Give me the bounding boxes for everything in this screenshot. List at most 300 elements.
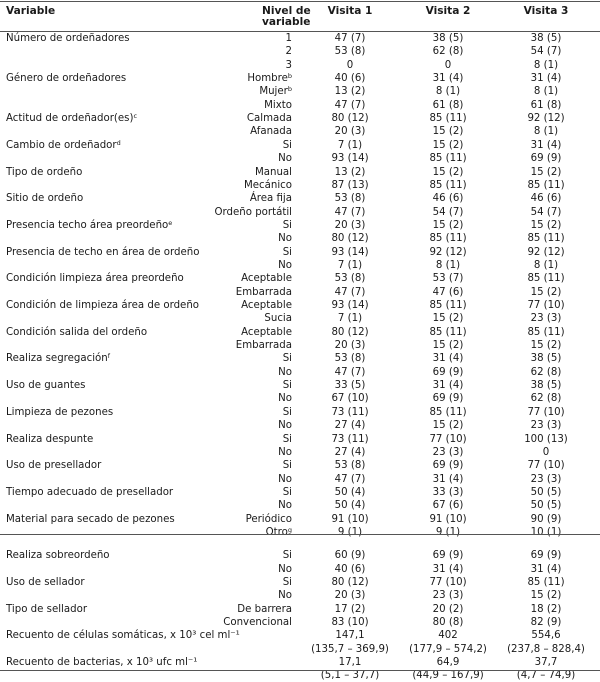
cell-visita-3-text: 15 (2) bbox=[530, 590, 562, 602]
cell-visita-1 bbox=[310, 327, 390, 339]
cell-variable bbox=[6, 407, 113, 419]
cell-visita-3 bbox=[504, 353, 588, 365]
cell-visita-3-text: 92 (12) bbox=[527, 113, 565, 125]
cell-level-text: Si bbox=[282, 380, 292, 392]
cell-level bbox=[190, 126, 292, 138]
table-top-rule bbox=[0, 1, 600, 2]
cell-level-text: Aceptable bbox=[241, 273, 292, 285]
cell-visita-3 bbox=[504, 340, 588, 352]
table-row bbox=[0, 313, 600, 325]
cell-visita-1-text: 20 (3) bbox=[334, 126, 366, 138]
cell-visita-3-text: 92 (12) bbox=[527, 246, 565, 258]
cell-visita-3-text: 85 (11) bbox=[527, 577, 565, 588]
cell-visita-3 bbox=[504, 514, 588, 526]
cell-variable bbox=[6, 514, 175, 526]
cell-level bbox=[190, 233, 292, 245]
cell-visita-2-text: 33 (3) bbox=[432, 486, 464, 498]
cell-level-text: Afanada bbox=[250, 126, 292, 138]
cell-visita-1 bbox=[310, 46, 390, 58]
cell-visita-3-text: 46 (6) bbox=[530, 193, 562, 205]
cell-level-text: No bbox=[278, 153, 292, 165]
cell-visita-2-text: 69 (9) bbox=[432, 393, 464, 405]
cell-visita-1 bbox=[310, 340, 390, 352]
cell-visita-1 bbox=[310, 527, 390, 539]
cell-visita-1 bbox=[310, 180, 390, 192]
header-nivel-line2: variable bbox=[262, 16, 311, 28]
cell-variable bbox=[6, 550, 110, 562]
cell-visita-2 bbox=[408, 644, 488, 656]
cell-visita-2-text: 15 (2) bbox=[432, 139, 464, 151]
cell-visita-2-text: 69 (9) bbox=[432, 366, 464, 378]
cell-level bbox=[190, 590, 292, 602]
cell-level bbox=[190, 153, 292, 165]
cell-visita-3-text: 77 (10) bbox=[527, 460, 565, 472]
cell-visita-1 bbox=[310, 73, 390, 85]
cell-visita-3 bbox=[504, 113, 588, 125]
cell-visita-1 bbox=[310, 460, 390, 472]
cell-level bbox=[190, 527, 292, 539]
header-bottom-rule bbox=[0, 31, 600, 32]
cell-level bbox=[190, 167, 292, 179]
cell-visita-1-text: 13 (2) bbox=[334, 86, 366, 98]
cell-visita-2 bbox=[408, 670, 488, 682]
cell-level-text: Sucia bbox=[264, 313, 292, 325]
cell-visita-3-text: 62 (8) bbox=[530, 366, 562, 378]
cell-level-text: No bbox=[278, 366, 292, 378]
cell-variable bbox=[6, 604, 87, 616]
cell-visita-3-text: 38 (5) bbox=[530, 33, 562, 44]
footnote-marker: b bbox=[287, 85, 292, 94]
cell-visita-1-text: 47 (7) bbox=[334, 33, 366, 44]
cell-visita-1-text: 47 (7) bbox=[334, 206, 366, 218]
cell-variable bbox=[6, 434, 93, 446]
cell-visita-3-text: 23 (3) bbox=[530, 313, 562, 325]
cell-visita-2 bbox=[408, 193, 488, 205]
cell-visita-1-text: 73 (11) bbox=[331, 433, 369, 445]
cell-level bbox=[190, 46, 292, 58]
cell-variable bbox=[6, 630, 240, 642]
cell-visita-2 bbox=[408, 527, 488, 539]
cell-visita-1-text: 53 (8) bbox=[334, 353, 366, 365]
table-row bbox=[0, 564, 600, 576]
cell-level bbox=[190, 604, 292, 616]
cell-visita-3-text: 15 (2) bbox=[530, 166, 562, 178]
cell-level-text: Otro bbox=[265, 526, 288, 538]
cell-visita-3 bbox=[504, 153, 588, 165]
cell-level-text: No bbox=[278, 420, 292, 432]
cell-visita-2-text: 92 (12) bbox=[429, 246, 467, 258]
table-row bbox=[0, 407, 600, 419]
cell-visita-2 bbox=[408, 113, 488, 125]
cell-level bbox=[190, 474, 292, 486]
cell-visita-3 bbox=[504, 564, 588, 576]
cell-variable bbox=[6, 73, 126, 85]
cell-visita-3-text: 0 bbox=[542, 446, 550, 458]
cell-visita-2 bbox=[408, 273, 488, 285]
header-variable: Variable bbox=[6, 5, 56, 17]
cell-level bbox=[190, 180, 292, 192]
cell-visita-2-text: 0 bbox=[444, 59, 452, 71]
table-row bbox=[0, 500, 600, 512]
cell-visita-3-text: 15 (2) bbox=[530, 219, 562, 231]
cell-visita-1 bbox=[310, 100, 390, 112]
cell-level-text: Mixto bbox=[264, 99, 292, 111]
cell-visita-1-text: 7 (1) bbox=[337, 313, 363, 325]
cell-visita-3 bbox=[504, 630, 588, 642]
cell-variable bbox=[6, 193, 83, 205]
cell-visita-1 bbox=[310, 420, 390, 432]
cell-visita-2-text: 31 (4) bbox=[432, 473, 464, 485]
table-row bbox=[0, 367, 600, 379]
cell-visita-1-text: 27 (4) bbox=[334, 446, 366, 458]
cell-visita-3-text: 82 (9) bbox=[530, 617, 562, 629]
cell-visita-1-text: 80 (12) bbox=[331, 326, 369, 338]
cell-visita-3-text: 18 (2) bbox=[530, 603, 562, 615]
cell-visita-1 bbox=[310, 287, 390, 299]
cell-variable bbox=[6, 247, 199, 259]
cell-level-text: Si bbox=[282, 246, 292, 258]
cell-visita-3-text: 85 (11) bbox=[527, 179, 565, 191]
table-row bbox=[0, 474, 600, 486]
cell-visita-2 bbox=[408, 420, 488, 432]
cell-variable-text: Presencia techo área preordeño bbox=[6, 219, 169, 231]
cell-visita-2-text: 46 (6) bbox=[432, 193, 464, 205]
cell-visita-3 bbox=[504, 247, 588, 259]
cell-level-text: Aceptable bbox=[241, 326, 292, 338]
table-row bbox=[0, 340, 600, 352]
cell-visita-1-text: 40 (6) bbox=[334, 73, 366, 85]
cell-visita-2-text: 20 (2) bbox=[432, 603, 464, 615]
table-row bbox=[0, 126, 600, 138]
cell-visita-3 bbox=[504, 487, 588, 499]
header-visita-3: Visita 3 bbox=[523, 5, 569, 17]
cell-visita-2-text: 15 (2) bbox=[432, 219, 464, 231]
cell-level bbox=[190, 447, 292, 459]
cell-visita-3-text: 37,7 bbox=[534, 657, 558, 669]
table-row bbox=[0, 287, 600, 299]
cell-visita-3-text: 8 (1) bbox=[533, 59, 559, 71]
table-row bbox=[0, 220, 600, 232]
cell-visita-2-text: 61 (8) bbox=[432, 99, 464, 111]
cell-visita-2 bbox=[408, 300, 488, 312]
cell-visita-2-text: 31 (4) bbox=[432, 380, 464, 392]
table-bottom-rule bbox=[0, 670, 600, 671]
cell-visita-1 bbox=[310, 113, 390, 125]
cell-visita-3 bbox=[504, 33, 588, 45]
cell-visita-1-text: 60 (9) bbox=[334, 550, 366, 562]
cell-variable-text: Género de ordeñadores bbox=[6, 73, 127, 85]
table-row bbox=[0, 434, 600, 446]
cell-visita-1-text: 67 (10) bbox=[331, 393, 369, 405]
cell-level bbox=[190, 33, 292, 45]
table-row bbox=[0, 630, 600, 642]
cell-visita-1 bbox=[310, 500, 390, 512]
cell-visita-2-text: 31 (4) bbox=[432, 73, 464, 85]
cell-visita-3-text: 85 (11) bbox=[527, 233, 565, 245]
cell-visita-2 bbox=[408, 604, 488, 616]
cell-visita-2 bbox=[408, 73, 488, 85]
cell-visita-2 bbox=[408, 590, 488, 602]
cell-visita-2-text: (44,9 – 167,9) bbox=[412, 670, 484, 682]
cell-visita-1-text: 50 (4) bbox=[334, 486, 366, 498]
cell-visita-2-text: 85 (11) bbox=[429, 233, 467, 245]
cell-visita-2 bbox=[408, 617, 488, 629]
cell-visita-2-text: 85 (11) bbox=[429, 406, 467, 418]
table-row bbox=[0, 420, 600, 432]
cell-level bbox=[190, 353, 292, 365]
cell-visita-1-text: 20 (3) bbox=[334, 340, 366, 352]
cell-visita-3-text: 61 (8) bbox=[530, 99, 562, 111]
cell-visita-2 bbox=[408, 313, 488, 325]
cell-level bbox=[190, 287, 292, 299]
cell-visita-1-text: 91 (10) bbox=[331, 513, 369, 525]
cell-visita-2 bbox=[408, 180, 488, 192]
cell-visita-1 bbox=[310, 564, 390, 576]
footnote-marker: d bbox=[116, 138, 121, 147]
cell-level-text: No bbox=[278, 563, 292, 575]
cell-visita-3 bbox=[504, 300, 588, 312]
cell-visita-3 bbox=[504, 126, 588, 138]
cell-level-text: Si bbox=[282, 550, 292, 562]
cell-level-text: Si bbox=[282, 406, 292, 418]
cell-visita-1-text: 7 (1) bbox=[337, 139, 363, 151]
cell-visita-3-text: 15 (2) bbox=[530, 286, 562, 298]
cell-visita-1-text: 13 (2) bbox=[334, 166, 366, 178]
cell-visita-3-text: 8 (1) bbox=[533, 259, 559, 271]
table-row bbox=[0, 113, 600, 125]
footnote-marker: b bbox=[287, 72, 292, 81]
cell-visita-1 bbox=[310, 273, 390, 285]
cell-level bbox=[190, 327, 292, 339]
cell-visita-1-text: 17,1 bbox=[338, 657, 362, 669]
cell-variable-text: Material para secado de pezones bbox=[6, 513, 175, 525]
cell-level bbox=[190, 260, 292, 272]
cell-visita-1 bbox=[310, 514, 390, 526]
cell-level bbox=[190, 193, 292, 205]
cell-level bbox=[190, 487, 292, 499]
cell-visita-3-text: 85 (11) bbox=[527, 326, 565, 338]
cell-visita-1-text: 53 (8) bbox=[334, 46, 366, 58]
cell-visita-1-text: 20 (3) bbox=[334, 219, 366, 231]
cell-visita-1-text: 50 (4) bbox=[334, 500, 366, 512]
cell-visita-2-text: 62 (8) bbox=[432, 46, 464, 58]
cell-visita-3 bbox=[504, 260, 588, 272]
cell-visita-1-text: 93 (14) bbox=[331, 300, 369, 311]
cell-level-text: Manual bbox=[254, 166, 292, 178]
cell-level bbox=[190, 617, 292, 629]
table-row bbox=[0, 260, 600, 272]
cell-visita-3-text: 31 (4) bbox=[530, 563, 562, 575]
cell-visita-2-text: 67 (6) bbox=[432, 500, 464, 512]
cell-visita-2-text: 54 (7) bbox=[432, 206, 464, 218]
cell-visita-3 bbox=[504, 367, 588, 379]
cell-visita-2-text: 31 (4) bbox=[432, 353, 464, 365]
cell-visita-2-text: 69 (9) bbox=[432, 550, 464, 562]
cell-visita-1 bbox=[310, 140, 390, 152]
table-row bbox=[0, 353, 600, 365]
cell-visita-2 bbox=[408, 167, 488, 179]
cell-visita-2-text: 91 (10) bbox=[429, 513, 467, 525]
cell-level bbox=[190, 73, 292, 85]
cell-level-text: No bbox=[278, 590, 292, 602]
cell-visita-1-text: 83 (10) bbox=[331, 617, 369, 629]
cell-level-text: 3 bbox=[285, 59, 292, 71]
table-row bbox=[0, 60, 600, 72]
cell-visita-2 bbox=[408, 447, 488, 459]
cell-visita-2 bbox=[408, 247, 488, 259]
cell-variable-text: Uso de sellador bbox=[6, 577, 85, 588]
cell-visita-3 bbox=[504, 327, 588, 339]
cell-visita-1 bbox=[310, 393, 390, 405]
cell-variable bbox=[6, 353, 110, 365]
cell-variable bbox=[6, 140, 121, 152]
cell-variable-text: Uso de presellador bbox=[6, 460, 102, 472]
cell-level-text: Hombre bbox=[247, 73, 288, 85]
table-row bbox=[0, 46, 600, 58]
table-row bbox=[0, 180, 600, 192]
cell-visita-1-text: 73 (11) bbox=[331, 406, 369, 418]
cell-visita-3 bbox=[504, 474, 588, 486]
cell-level-text: Embarrada bbox=[235, 286, 292, 298]
cell-level-text: Área fija bbox=[249, 193, 292, 205]
cell-level bbox=[190, 407, 292, 419]
cell-visita-3 bbox=[504, 140, 588, 152]
cell-visita-3 bbox=[504, 207, 588, 219]
cell-visita-1-text: 33 (5) bbox=[334, 380, 366, 392]
cell-variable-text: Recuento de bacterias, x 10³ ufc ml⁻¹ bbox=[6, 657, 198, 669]
cell-level-text: Si bbox=[282, 460, 292, 472]
cell-visita-1-text: 0 bbox=[346, 59, 354, 71]
cell-level-text: Si bbox=[282, 139, 292, 151]
cell-visita-2 bbox=[408, 287, 488, 299]
footnote-marker: c bbox=[133, 112, 138, 121]
cell-visita-2-text: 77 (10) bbox=[429, 577, 467, 588]
cell-visita-1 bbox=[310, 380, 390, 392]
cell-visita-1-text: 53 (8) bbox=[334, 193, 366, 205]
cell-level-text: Calmada bbox=[246, 113, 292, 125]
cell-visita-2 bbox=[408, 487, 488, 499]
cell-visita-3-text: 54 (7) bbox=[530, 46, 562, 58]
cell-visita-3-text: 77 (10) bbox=[527, 406, 565, 418]
cell-visita-3 bbox=[504, 60, 588, 72]
cell-visita-3 bbox=[504, 447, 588, 459]
cell-level bbox=[190, 220, 292, 232]
cell-visita-3 bbox=[504, 233, 588, 245]
cell-variable bbox=[6, 220, 172, 232]
cell-visita-1-text: 27 (4) bbox=[334, 420, 366, 432]
cell-visita-1-text: 93 (14) bbox=[331, 246, 369, 258]
cell-visita-1 bbox=[310, 126, 390, 138]
cell-variable-text: Presencia de techo en área de ordeño bbox=[6, 246, 200, 258]
header-visita-2: Visita 2 bbox=[425, 5, 471, 17]
cell-visita-2-text: 69 (9) bbox=[432, 460, 464, 472]
table-row bbox=[0, 447, 600, 459]
cell-visita-1 bbox=[310, 233, 390, 245]
cell-visita-3-text: 50 (5) bbox=[530, 500, 562, 512]
cell-visita-3-text: 15 (2) bbox=[530, 340, 562, 352]
cell-visita-3-text: 62 (8) bbox=[530, 393, 562, 405]
cell-visita-2-text: (177,9 – 574,2) bbox=[409, 643, 487, 655]
cell-visita-1 bbox=[310, 657, 390, 669]
table-row bbox=[0, 380, 600, 392]
cell-variable bbox=[6, 273, 184, 285]
cell-visita-3-text: 85 (11) bbox=[527, 273, 565, 285]
cell-level bbox=[190, 86, 292, 98]
cell-visita-2-text: 64,9 bbox=[436, 657, 460, 669]
cell-variable-text: Actitud de ordeñador(es) bbox=[6, 113, 134, 125]
cell-visita-2-text: 85 (11) bbox=[429, 326, 467, 338]
cell-visita-2 bbox=[408, 514, 488, 526]
cell-visita-2-text: 15 (2) bbox=[432, 313, 464, 325]
cell-level-text: Si bbox=[282, 577, 292, 588]
cell-visita-2 bbox=[408, 220, 488, 232]
cell-visita-1-text: 9 (1) bbox=[337, 526, 363, 538]
cell-visita-2 bbox=[408, 100, 488, 112]
table-row bbox=[0, 86, 600, 98]
cell-visita-3 bbox=[504, 434, 588, 446]
footnote-marker: e bbox=[168, 218, 173, 227]
cell-visita-3-text: 69 (9) bbox=[530, 550, 562, 562]
section-rule bbox=[0, 534, 600, 535]
table-row bbox=[0, 590, 600, 602]
cell-visita-2-text: 38 (5) bbox=[432, 33, 464, 44]
cell-level-text: Si bbox=[282, 219, 292, 231]
cell-visita-2 bbox=[408, 86, 488, 98]
cell-visita-1-text: (135,7 – 369,9) bbox=[311, 643, 389, 655]
cell-variable bbox=[6, 380, 85, 392]
cell-level-text: Periódico bbox=[245, 513, 292, 525]
cell-visita-1 bbox=[310, 487, 390, 499]
table-row bbox=[0, 604, 600, 616]
cell-visita-3 bbox=[504, 193, 588, 205]
cell-visita-3-text: 77 (10) bbox=[527, 300, 565, 311]
cell-visita-1 bbox=[310, 207, 390, 219]
cell-visita-3-text: (237,8 – 828,4) bbox=[507, 643, 585, 655]
cell-visita-1 bbox=[310, 407, 390, 419]
cell-visita-2 bbox=[408, 340, 488, 352]
cell-variable bbox=[6, 113, 137, 125]
cell-visita-3-text: 69 (9) bbox=[530, 153, 562, 165]
table-row bbox=[0, 207, 600, 219]
cell-visita-2-text: 85 (11) bbox=[429, 179, 467, 191]
cell-visita-2-text: 23 (3) bbox=[432, 446, 464, 458]
cell-level bbox=[190, 514, 292, 526]
footnote-marker: f bbox=[107, 352, 111, 361]
cell-visita-1-text: 7 (1) bbox=[337, 259, 363, 271]
cell-visita-2 bbox=[408, 500, 488, 512]
cell-visita-2 bbox=[408, 460, 488, 472]
table-row bbox=[0, 300, 600, 312]
cell-visita-2 bbox=[408, 126, 488, 138]
cell-visita-3 bbox=[504, 604, 588, 616]
cell-visita-2 bbox=[408, 407, 488, 419]
table-row bbox=[0, 73, 600, 85]
cell-visita-2 bbox=[408, 367, 488, 379]
cell-visita-3-text: 8 (1) bbox=[533, 86, 559, 98]
table-row bbox=[0, 140, 600, 152]
cell-level-text: Si bbox=[282, 433, 292, 445]
cell-level bbox=[190, 113, 292, 125]
cell-level bbox=[190, 564, 292, 576]
cell-visita-2 bbox=[408, 260, 488, 272]
table-row bbox=[0, 487, 600, 499]
cell-visita-3 bbox=[504, 273, 588, 285]
cell-variable-text: Sitio de ordeño bbox=[6, 193, 84, 205]
cell-visita-1 bbox=[310, 644, 390, 656]
cell-visita-1 bbox=[310, 300, 390, 312]
cell-visita-1-text: 47 (7) bbox=[334, 366, 366, 378]
cell-visita-3 bbox=[504, 407, 588, 419]
